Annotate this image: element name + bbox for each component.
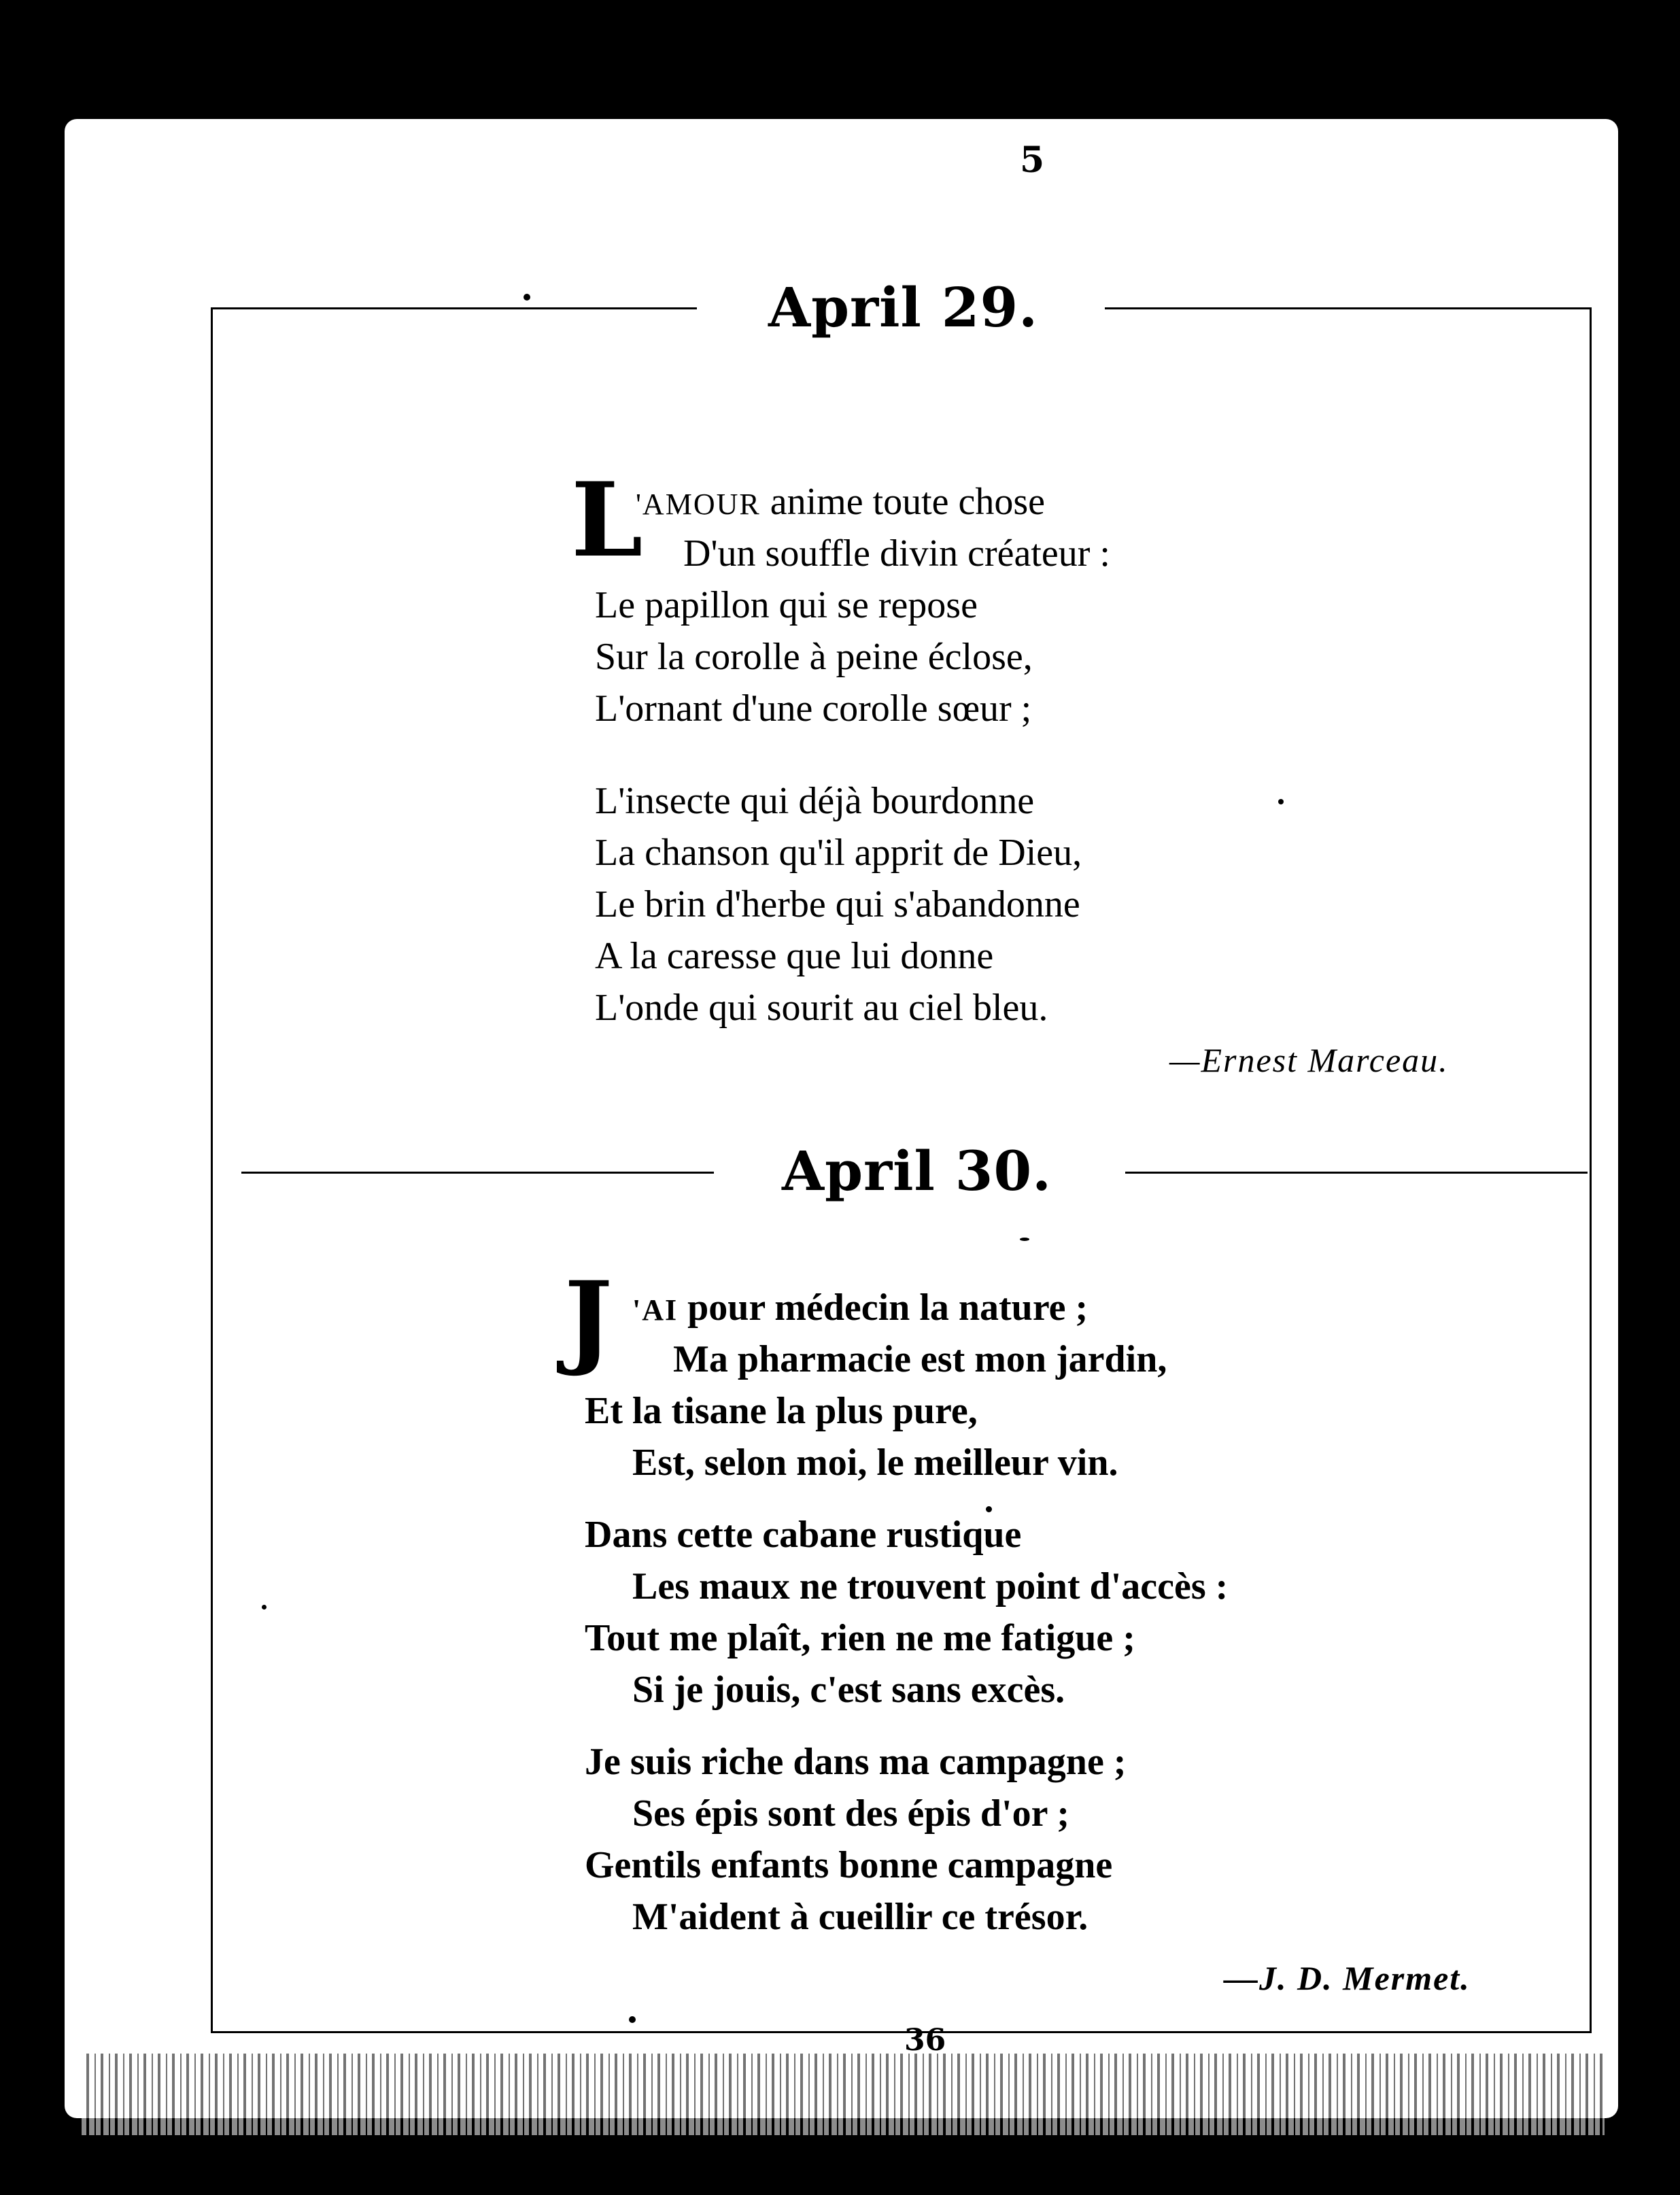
top-rule-right bbox=[1105, 307, 1590, 309]
header-page-mark: 5 bbox=[1020, 139, 1045, 181]
first-line-rest: pour médecin la nature ; bbox=[678, 1287, 1088, 1329]
poem-line: D'un souffle divin créateur : bbox=[683, 532, 1110, 575]
poem-line: La chanson qu'il apprit de Dieu, bbox=[595, 832, 1082, 874]
poem-line bbox=[595, 476, 1110, 528]
poem-april-30 bbox=[585, 1282, 1228, 1943]
poem-line: Je suis riche dans ma campagne ; bbox=[585, 1741, 1127, 1783]
poem-line: Et la tisane la plus pure, bbox=[585, 1390, 978, 1432]
footer-page-mark: 36 bbox=[904, 2023, 946, 2058]
dropcap-j: J bbox=[564, 1259, 613, 1379]
author-ernest-marceau: —Ernest Marceau. bbox=[1169, 1041, 1449, 1079]
stanza-gap bbox=[595, 734, 1110, 775]
speck bbox=[262, 1605, 267, 1610]
poem-line: Est, selon moi, le meilleur vin. bbox=[632, 1442, 1118, 1484]
poem-line: L'ornant d'une corolle sœur ; bbox=[595, 687, 1032, 730]
poem-line: Ses épis sont des épis d'or ; bbox=[632, 1792, 1070, 1835]
page-edge-noise bbox=[82, 2054, 1605, 2135]
poem-line: A la caresse que lui donne bbox=[595, 935, 994, 977]
entry-heading-april-29: April 29. bbox=[768, 275, 1038, 339]
poem-line: Dans cette cabane rustique bbox=[585, 1514, 1022, 1556]
author-j-d-mermet: —J. D. Mermet. bbox=[1224, 1959, 1471, 1997]
entry-heading-april-30: April 30. bbox=[782, 1139, 1052, 1203]
poem-line: L'insecte qui déjà bourdonne bbox=[595, 780, 1035, 822]
first-word: 'AMOUR bbox=[636, 488, 761, 521]
speck bbox=[629, 2016, 636, 2023]
first-line-rest: anime toute chose bbox=[760, 481, 1046, 523]
top-rule-left bbox=[211, 307, 697, 309]
mid-rule-left bbox=[241, 1172, 714, 1174]
poem-line: Sur la corolle à peine éclose, bbox=[595, 636, 1033, 678]
poem-line: M'aident à cueillir ce trésor. bbox=[632, 1896, 1088, 1938]
stanza-gap bbox=[585, 1488, 1228, 1509]
poem-line: Les maux ne trouvent point d'accès : bbox=[632, 1565, 1229, 1607]
poem-line: Si je jouis, c'est sans excès. bbox=[632, 1669, 1065, 1711]
poem-line: Tout me plaît, rien ne me fatigue ; bbox=[585, 1617, 1135, 1659]
first-word: 'AI bbox=[632, 1293, 679, 1327]
poem-line: Le brin d'herbe qui s'abandonne bbox=[595, 883, 1080, 925]
speck bbox=[1278, 799, 1284, 804]
dropcap-l: L bbox=[571, 460, 643, 580]
speck bbox=[524, 294, 530, 301]
poem-line: Gentils enfants bonne campagne bbox=[585, 1844, 1113, 1886]
speck bbox=[1020, 1238, 1029, 1241]
poem-april-29 bbox=[595, 476, 1110, 1034]
poem-line: Ma pharmacie est mon jardin, bbox=[673, 1338, 1167, 1380]
poem-line: Le papillon qui se repose bbox=[595, 584, 978, 626]
mid-rule-right bbox=[1125, 1172, 1588, 1174]
stanza-gap bbox=[585, 1716, 1228, 1736]
poem-line: L'onde qui sourit au ciel bleu. bbox=[595, 987, 1048, 1029]
poem-line bbox=[585, 1282, 1228, 1333]
speck bbox=[986, 1506, 992, 1512]
